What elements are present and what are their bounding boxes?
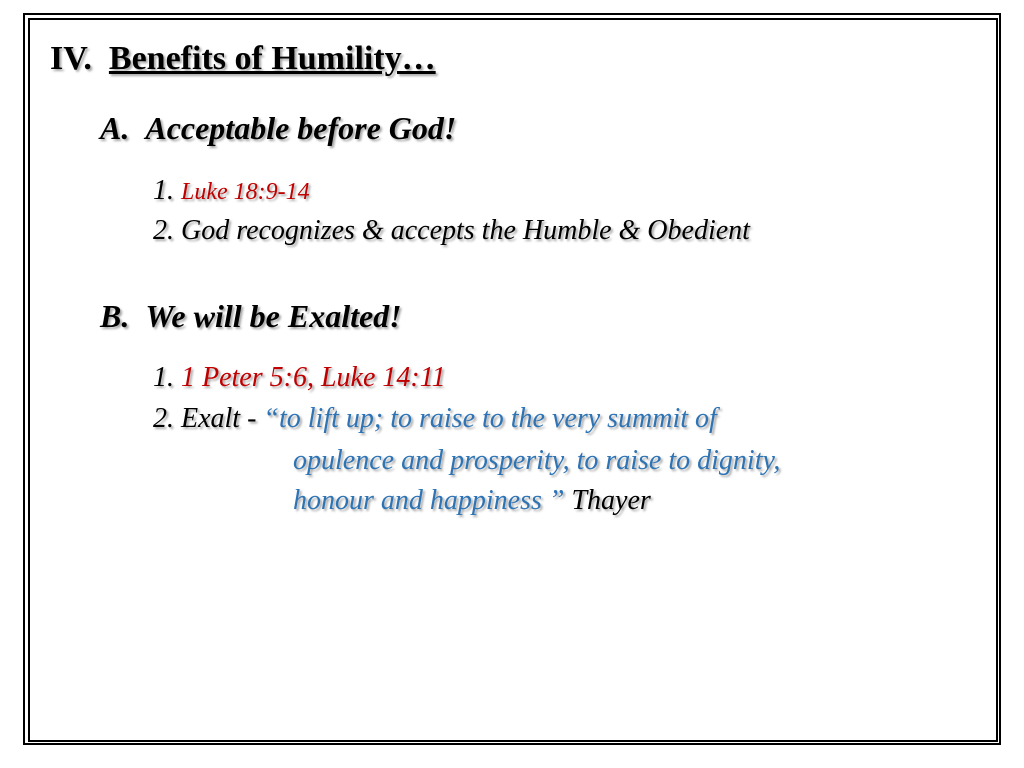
point-b-item-2-quote-end: [293, 485, 651, 517]
point-b-heading: [100, 298, 402, 335]
point-a-item-1-number: 1.: [153, 175, 174, 206]
point-b-item-2-term: Exalt -: [181, 403, 257, 434]
section-number: IV.: [50, 40, 92, 77]
point-a-label: A.: [100, 110, 130, 146]
point-b-item-1: [153, 362, 446, 394]
point-a-item-2-number: 2.: [153, 215, 174, 246]
point-a-item-1: [153, 175, 310, 207]
point-b-item-2-source: Thayer: [571, 485, 651, 516]
point-a-heading: [100, 110, 456, 147]
point-b-title: We will be Exalted!: [145, 298, 402, 334]
point-b-item-2-quote-line-2: opulence and prosperity, to raise to dignity,: [293, 445, 781, 476]
point-b-item-1-number: 1.: [153, 362, 174, 393]
point-a-item-2: [153, 215, 750, 247]
point-b-item-2-number: 2.: [153, 403, 174, 434]
point-a-item-1-reference: Luke 18:9-14: [181, 179, 310, 205]
section-heading: [50, 40, 436, 78]
point-a-item-2-text: God recognizes & accepts the Humble & Obedient: [181, 215, 750, 246]
point-b-item-2: [153, 403, 717, 435]
point-b-item-2-quote-line-3: honour and happiness ”: [293, 485, 565, 516]
point-b-item-1-reference: 1 Peter 5:6, Luke 14:11: [181, 362, 446, 393]
point-a-title: Acceptable before God!: [145, 110, 457, 146]
point-b-item-2-quote-line-1: “to lift up; to raise to the very summit of: [263, 403, 717, 434]
section-title: Benefits of Humility…: [108, 40, 436, 77]
point-b-label: B.: [100, 298, 130, 334]
